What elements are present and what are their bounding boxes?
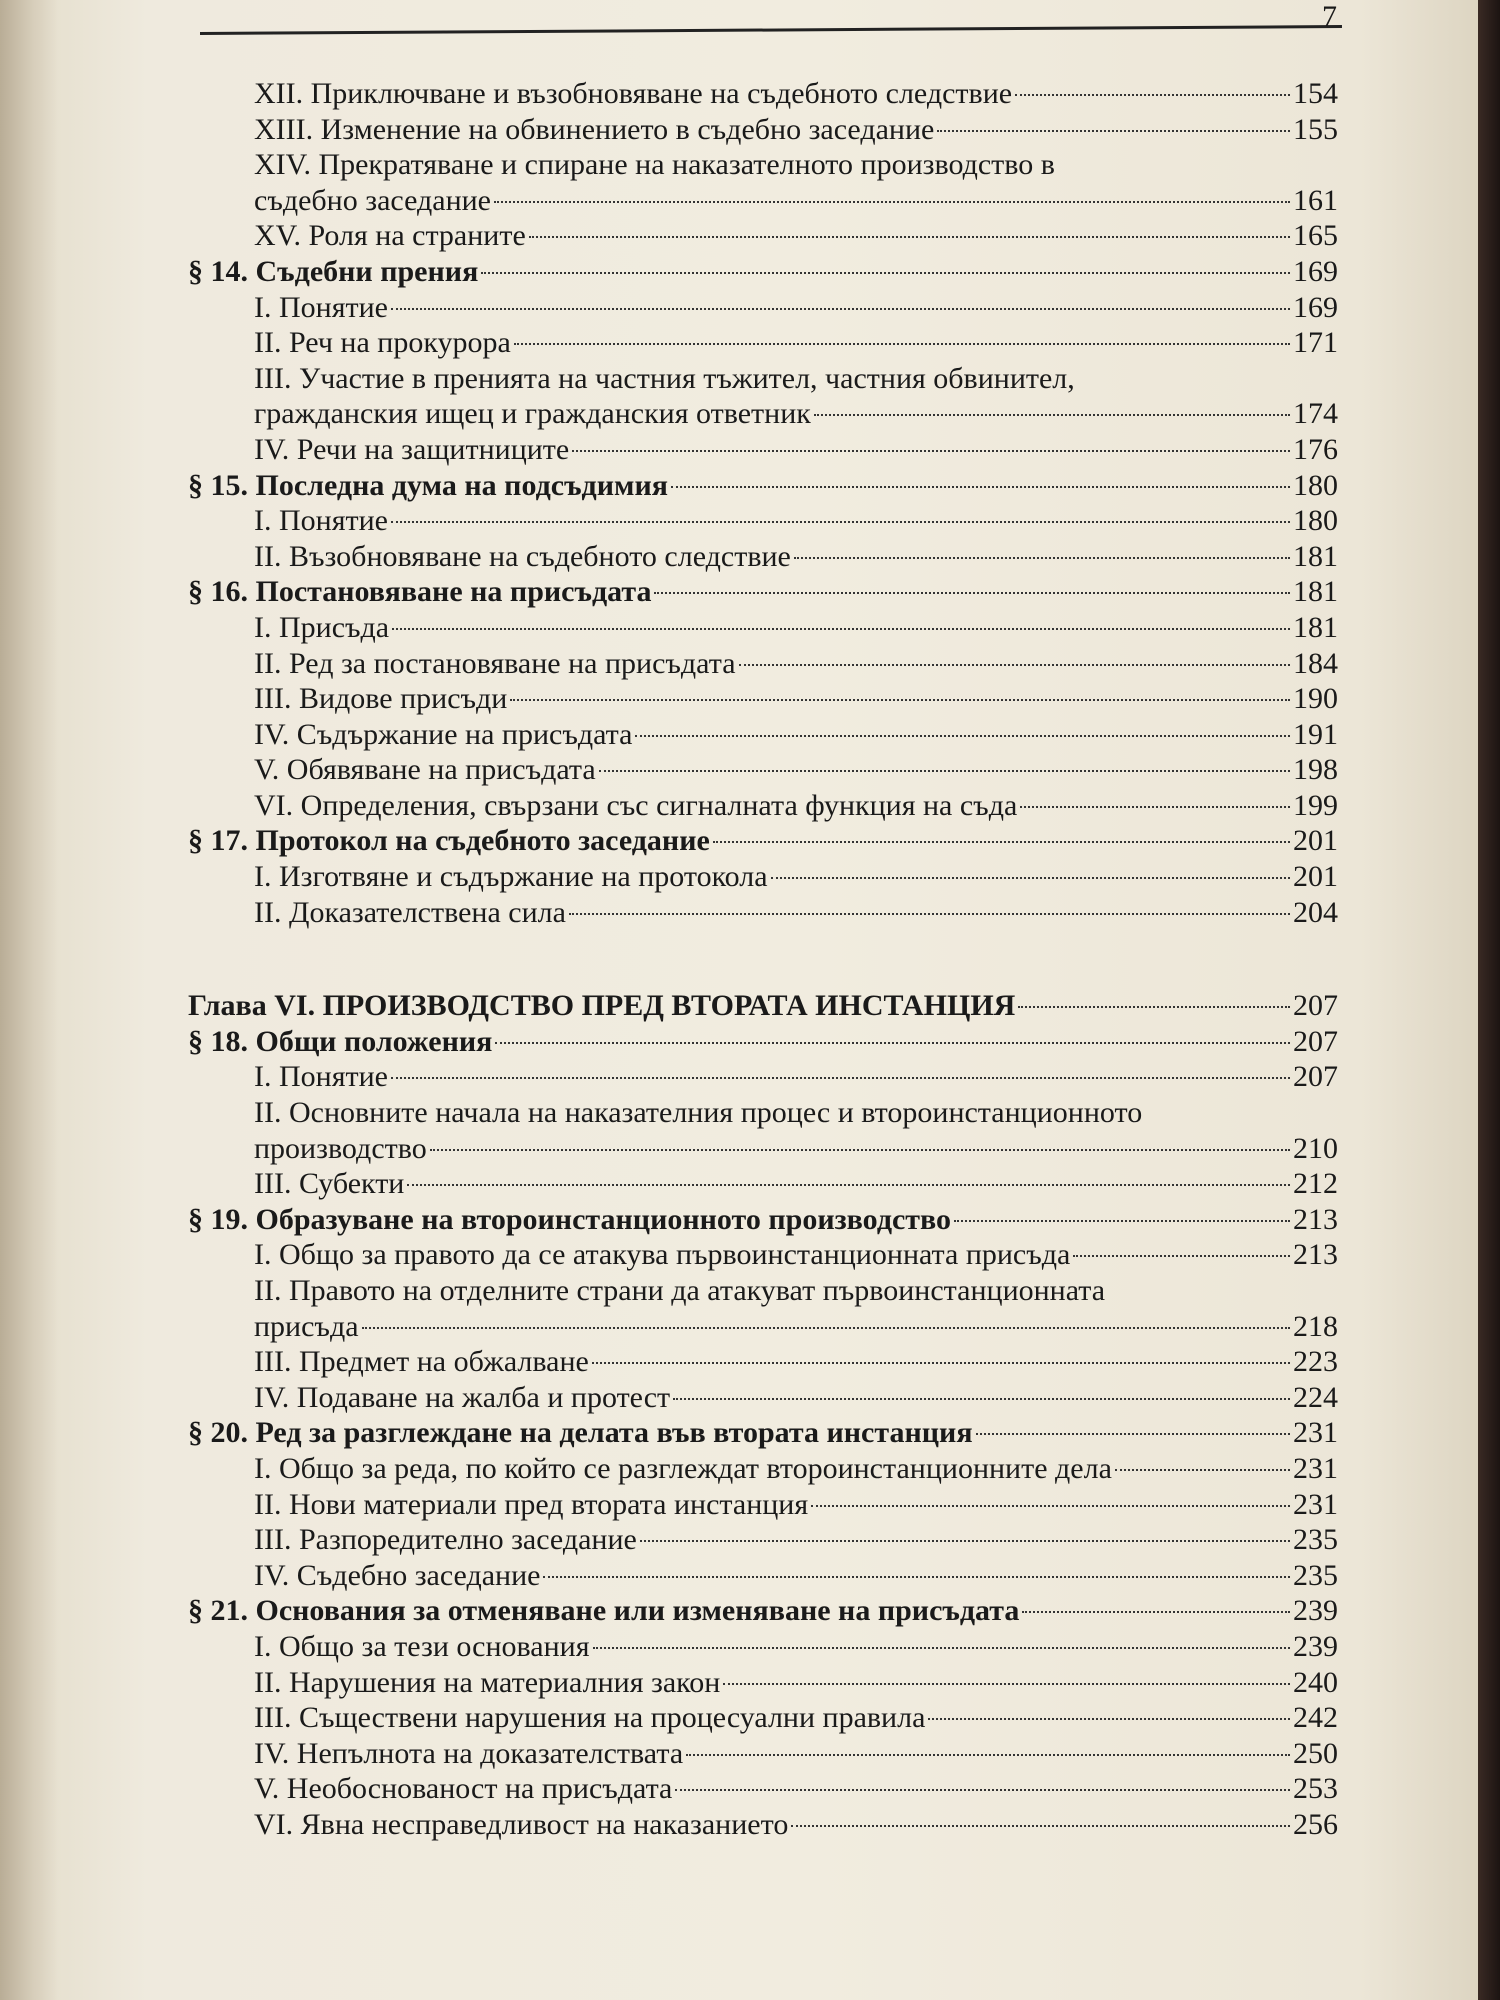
toc-entry-text: § 21. Основания за отменяване или изменяване на присъдата (188, 1594, 1020, 1628)
dot-leader (1015, 94, 1290, 96)
dot-leader (593, 1647, 1291, 1649)
toc-page-number: 184 (1293, 646, 1338, 680)
toc-entry-text: III. Предмет на обжалване (254, 1345, 589, 1379)
toc-entry-text: III. Съществени нарушения на процесуални правила (254, 1701, 926, 1735)
toc-subsection (188, 1558, 1338, 1594)
toc-subsection (188, 539, 1338, 575)
toc-page-number: 180 (1293, 468, 1338, 502)
toc-entry-text: II. Реч на прокурора (254, 326, 511, 360)
toc-subsection (188, 1807, 1338, 1843)
toc-subsection (188, 1309, 1338, 1345)
toc-section (188, 823, 1338, 859)
toc-entry-text: IV. Подаване на жалба и протест (254, 1380, 671, 1414)
toc-subsection (188, 290, 1338, 326)
toc-section (188, 1202, 1338, 1238)
toc-entry-text: III. Разпоредително заседание (254, 1523, 637, 1557)
toc-page-number: 231 (1293, 1451, 1338, 1485)
dot-leader (407, 1184, 1290, 1186)
toc-subsection (188, 1700, 1338, 1736)
toc-entry-text: V. Необоснованост на присъдата (254, 1772, 673, 1806)
dot-leader (739, 664, 1290, 666)
toc-page-number: 161 (1293, 183, 1338, 217)
toc-entry-text: I. Присъда (254, 610, 390, 644)
toc-page-number: 198 (1293, 753, 1338, 787)
toc-entry-text: I. Общо за реда, по който се разглеждат второинстанционните дела (254, 1451, 1112, 1485)
toc-entry-text: II. Доказателствена сила (254, 895, 566, 929)
toc-page-number: 212 (1293, 1167, 1338, 1201)
dot-leader (362, 1327, 1290, 1329)
toc-entry-text: II. Ред за постановяване на присъдата (254, 646, 736, 680)
toc-page-number: 171 (1293, 326, 1338, 360)
toc-section (188, 1593, 1338, 1629)
toc-page-number: 201 (1293, 860, 1338, 894)
toc-page-number: 239 (1293, 1629, 1338, 1663)
dot-leader (592, 1362, 1290, 1364)
toc-page-number: 176 (1293, 432, 1338, 466)
toc-page-number: 240 (1293, 1665, 1338, 1699)
toc-entry-text: I. Общо за правото да се атакува първоинстанционната присъда (254, 1238, 1071, 1272)
dot-leader (569, 913, 1290, 915)
toc-entry-text: IV. Съдържание на присъдата (254, 717, 633, 751)
toc-entry-text: I. Понятие (254, 1060, 388, 1094)
dot-leader (1073, 1255, 1290, 1257)
toc-page-number: 169 (1293, 254, 1338, 288)
dot-leader (928, 1718, 1290, 1720)
toc-page-number: 174 (1293, 397, 1338, 431)
dot-leader (1115, 1469, 1290, 1471)
toc-subsection-line (188, 1095, 1338, 1131)
toc-entry-text: съдебно заседание (254, 183, 491, 217)
toc-entry-text: II. Основните начала на наказателния процес и второинстанционното (254, 1096, 1143, 1130)
dot-leader (572, 450, 1290, 452)
toc-page-number: 181 (1293, 539, 1338, 573)
toc-page-number: 213 (1293, 1238, 1338, 1272)
toc-page-number: 181 (1293, 610, 1338, 644)
toc-entry-text: § 19. Образуване на второинстанционното производство (188, 1202, 952, 1236)
toc-subsection (188, 396, 1338, 432)
page-gutter-shadow (0, 0, 58, 2000)
toc-page-number: 204 (1293, 895, 1338, 929)
table-of-contents (188, 76, 1338, 1843)
dot-leader (686, 1754, 1290, 1756)
toc-entry-text: II. Нарушения на материалния закон (254, 1665, 721, 1699)
toc-entry-text: VI. Определения, свързани със сигналната функция на съда (254, 788, 1018, 822)
toc-section (188, 254, 1338, 290)
toc-entry-text: II. Възобновяване на съдебното следствие (254, 539, 791, 573)
toc-page-number: 181 (1293, 575, 1338, 609)
toc-entry-text: I. Понятие (254, 504, 388, 538)
toc-subsection (188, 1629, 1338, 1665)
toc-page-number: 224 (1293, 1380, 1338, 1414)
toc-entry-text: XV. Роля на страните (254, 219, 526, 253)
toc-entry-text: I. Понятие (254, 290, 388, 324)
toc-page-number: 199 (1293, 788, 1338, 822)
toc-subsection (188, 788, 1338, 824)
toc-subsection-line (188, 147, 1338, 183)
toc-page-number: 231 (1293, 1416, 1338, 1450)
toc-page-number: 213 (1293, 1202, 1338, 1236)
toc-page-number: 207 (1293, 1060, 1338, 1094)
toc-entry-text: VI. Явна несправедливост на наказанието (254, 1807, 789, 1841)
toc-page-number: 201 (1293, 824, 1338, 858)
dot-leader (391, 308, 1290, 310)
toc-page-number: 242 (1293, 1701, 1338, 1735)
toc-entry-text: § 16. Постановяване на присъдата (188, 575, 652, 609)
dot-leader (494, 201, 1290, 203)
toc-entry-text: III. Субекти (254, 1167, 405, 1201)
toc-entry-text: XII. Приключване и възобновяване на съдебното следствие (254, 77, 1013, 110)
dot-leader (794, 557, 1290, 559)
toc-entry-text: V. Обявяване на присъдата (254, 753, 596, 787)
toc-subsection (188, 859, 1338, 895)
header-rule (200, 25, 1342, 35)
toc-subsection (188, 432, 1338, 468)
dot-leader (495, 1042, 1290, 1044)
dot-leader (1018, 1006, 1290, 1008)
toc-entry-text: гражданския ищец и гражданския ответник (254, 397, 811, 431)
toc-page-number: 223 (1293, 1345, 1338, 1379)
dot-leader (529, 236, 1290, 238)
toc-entry-text: IV. Непълнота на доказателствата (254, 1736, 684, 1770)
dot-leader (430, 1149, 1290, 1151)
toc-page-number: 253 (1293, 1772, 1338, 1806)
toc-entry-text: § 17. Протокол на съдебното заседание (188, 824, 710, 858)
toc-entry-text: IV. Речи на защитниците (254, 432, 570, 466)
toc-entry-text: Глава VI. ПРОИЗВОДСТВО ПРЕД ВТОРАТА ИНСТАНЦИЯ (188, 989, 1016, 1023)
toc-entry-text: § 20. Ред за разглеждане на делата във втората инстанция (188, 1416, 973, 1450)
toc-subsection (188, 1237, 1338, 1273)
toc-entry-text: I. Общо за тези основания (254, 1629, 590, 1663)
toc-chapter (188, 988, 1338, 1024)
dot-leader (640, 1540, 1290, 1542)
dot-leader (481, 272, 1290, 274)
dot-leader (976, 1433, 1290, 1435)
toc-subsection (188, 1059, 1338, 1095)
toc-page-number: 235 (1293, 1558, 1338, 1592)
toc-subsection (188, 752, 1338, 788)
toc-subsection (188, 646, 1338, 682)
toc-subsection (188, 1665, 1338, 1701)
toc-subsection (188, 112, 1338, 148)
dot-leader (814, 414, 1290, 416)
dot-leader (514, 343, 1290, 345)
toc-page-number: 231 (1293, 1487, 1338, 1521)
toc-entry-text: II. Нови материали пред втората инстанция (254, 1487, 809, 1521)
toc-subsection (188, 681, 1338, 717)
dot-leader (723, 1683, 1290, 1685)
toc-page-number: 256 (1293, 1807, 1338, 1841)
toc-page-number: 218 (1293, 1309, 1338, 1343)
toc-subsection (188, 76, 1338, 112)
dot-leader (1020, 806, 1290, 808)
toc-entry-text: § 18. Общи положения (188, 1024, 493, 1058)
toc-page-number: 180 (1293, 504, 1338, 538)
page-number: 7 (1322, 0, 1337, 33)
dot-leader (543, 1576, 1290, 1578)
dot-leader (791, 1825, 1290, 1827)
toc-entry-text: III. Участие в пренията на частния тъжител, частния обвинител, (254, 361, 1075, 395)
toc-entry-text: производство (254, 1131, 427, 1165)
toc-subsection (188, 1380, 1338, 1416)
dot-leader (937, 130, 1290, 132)
dot-leader (391, 521, 1290, 523)
dot-leader (391, 1077, 1290, 1079)
toc-page-number: 207 (1293, 989, 1338, 1023)
toc-subsection (188, 1344, 1338, 1380)
toc-subsection (188, 325, 1338, 361)
toc-entry-text: присъда (254, 1309, 359, 1343)
toc-page-number: 250 (1293, 1736, 1338, 1770)
toc-entry-text: § 14. Съдебни прения (188, 254, 479, 288)
dot-leader (673, 1398, 1290, 1400)
toc-subsection (188, 1522, 1338, 1558)
toc-subsection (188, 183, 1338, 219)
toc-subsection (188, 1131, 1338, 1167)
dot-leader (771, 877, 1290, 879)
dot-leader (1022, 1611, 1290, 1613)
toc-subsection (188, 1771, 1338, 1807)
dot-leader (713, 841, 1290, 843)
toc-page-number: 169 (1293, 290, 1338, 324)
toc-subsection (188, 218, 1338, 254)
dot-leader (599, 770, 1290, 772)
toc-entry-text: XIV. Прекратяване и спиране на наказателното производство в (254, 148, 1055, 182)
book-cover-edge (1478, 0, 1500, 2000)
toc-section (188, 574, 1338, 610)
toc-page-number: 165 (1293, 219, 1338, 253)
toc-entry-text: XIII. Изменение на обвинението в съдебно заседание (254, 112, 935, 146)
toc-page-number: 155 (1293, 112, 1338, 146)
toc-subsection (188, 610, 1338, 646)
toc-entry-text: IV. Съдебно заседание (254, 1558, 541, 1592)
toc-subsection (188, 503, 1338, 539)
dot-leader (654, 592, 1290, 594)
toc-subsection-line (188, 1273, 1338, 1309)
toc-subsection (188, 1451, 1338, 1487)
toc-page-number: 207 (1293, 1024, 1338, 1058)
toc-subsection (188, 717, 1338, 753)
toc-section (188, 1415, 1338, 1451)
dot-leader (671, 486, 1290, 488)
section-gap (188, 930, 1338, 988)
dot-leader (811, 1505, 1290, 1507)
toc-page-number: 154 (1293, 77, 1338, 110)
toc-section (188, 468, 1338, 504)
toc-section (188, 1024, 1338, 1060)
toc-subsection (188, 1487, 1338, 1523)
toc-page-number: 239 (1293, 1594, 1338, 1628)
toc-subsection (188, 1166, 1338, 1202)
toc-page-number: 191 (1293, 717, 1338, 751)
toc-subsection-line (188, 361, 1338, 397)
dot-leader (954, 1220, 1290, 1222)
toc-entry-text: § 15. Последна дума на подсъдимия (188, 468, 668, 502)
toc-page-number: 235 (1293, 1523, 1338, 1557)
toc-entry-text: II. Правото на отделните страни да атакуват първоинстанционната (254, 1274, 1106, 1307)
dot-leader (510, 699, 1290, 701)
dot-leader (675, 1789, 1290, 1791)
dot-leader (635, 735, 1290, 737)
toc-page-number: 210 (1293, 1131, 1338, 1165)
toc-page-number: 190 (1293, 682, 1338, 716)
dot-leader (392, 628, 1290, 630)
toc-entry-text: III. Видове присъди (254, 682, 508, 716)
toc-entry-text: I. Изготвяне и съдържание на протокола (254, 860, 768, 894)
toc-subsection (188, 1736, 1338, 1772)
toc-subsection (188, 895, 1338, 931)
